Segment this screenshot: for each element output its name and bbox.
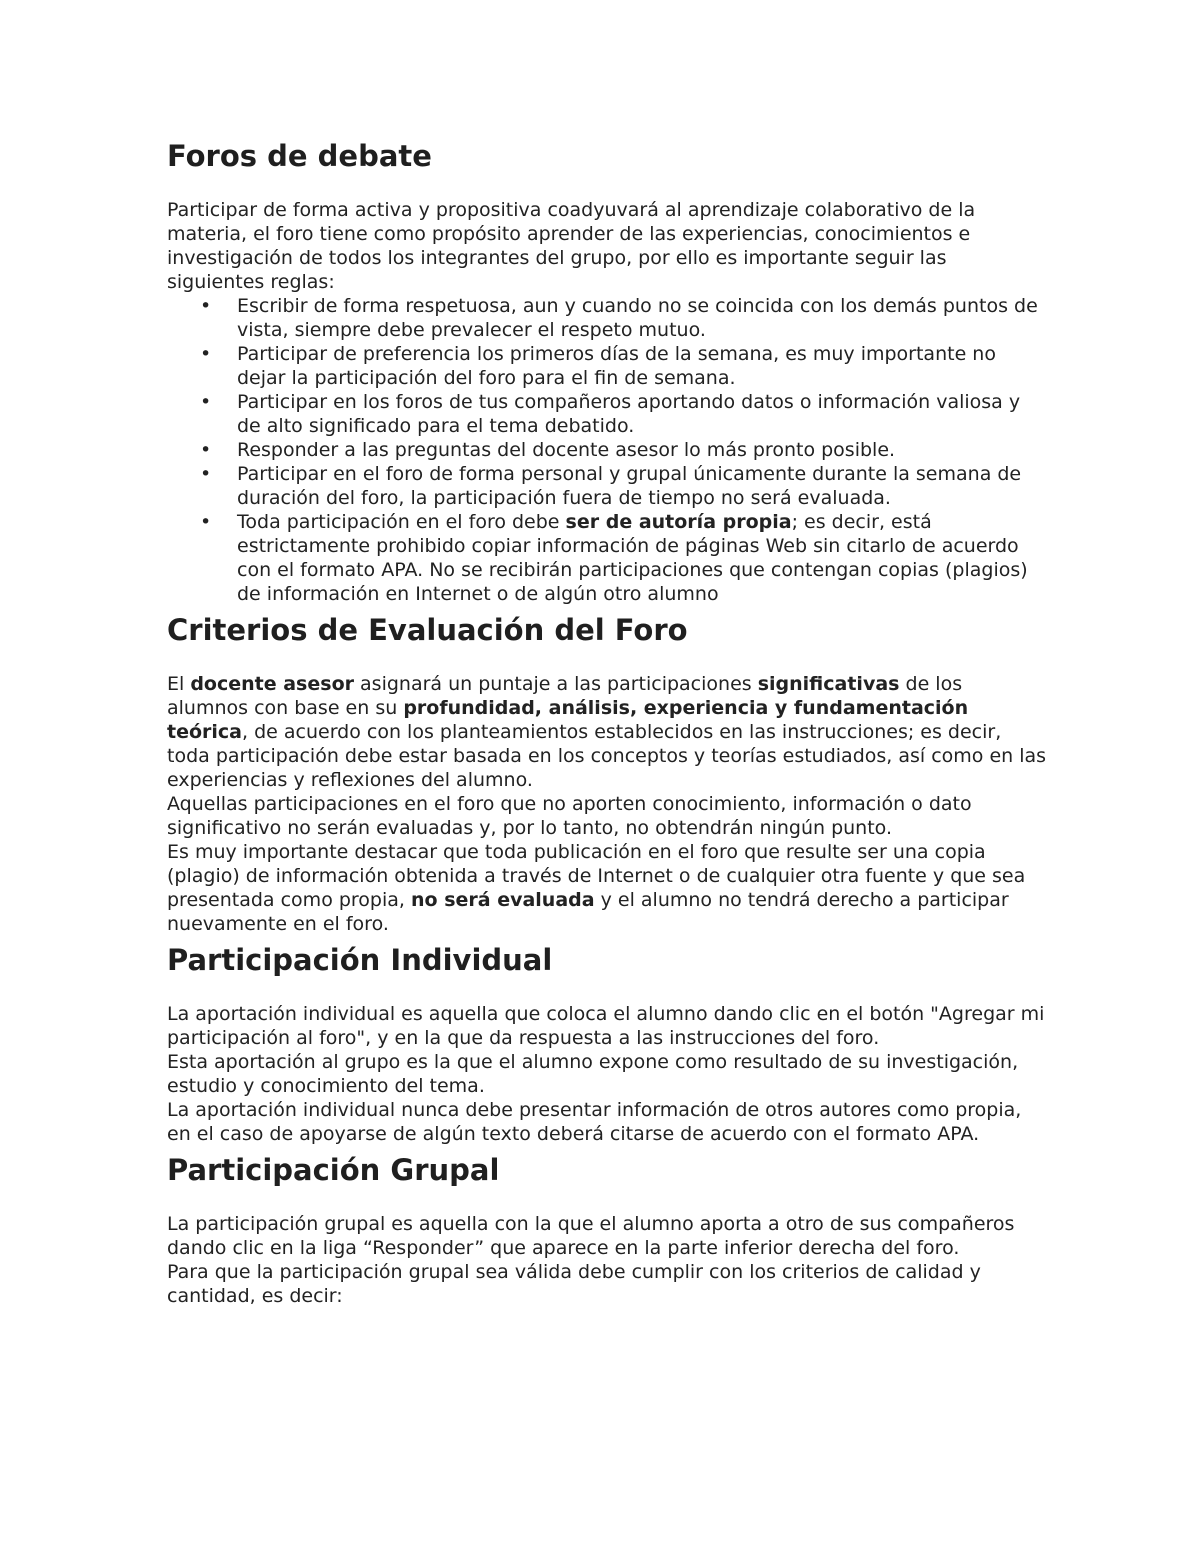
list-item: • Participar en el foro de forma personal y grupal únicamente durante la semana de duración del foro, la participación fuera de tiempo no será evaluada. [200, 463, 1022, 509]
list-item: • Toda participación en el foro debe ser de autoría propia; es decir, está estrictamente prohibido copiar información de páginas Web sin citarlo de acuerdo con el formato APA. No se recibirán participaciones que contengan copias (plagios) de información en Internet o de algún otro alumno [200, 511, 1028, 605]
criterios-paragraph-2: Aquellas participaciones en el foro que no aporten conocimiento, información o dato significativo no serán evaluadas y, por lo tanto, no obtendrán ningún punto. [167, 793, 972, 839]
section-title-foros: Foros de debate [167, 139, 432, 173]
individual-paragraph-3: La aportación individual nunca debe presentar información de otros autores como propia, en el caso de apoyarse de algún texto deberá citarse de acuerdo con el formato APA. [167, 1099, 1022, 1145]
section-title-grupal: Participación Grupal [167, 1153, 500, 1187]
bullet-icon: • [200, 295, 212, 317]
section-title-criterios: Criterios de Evaluación del Foro [167, 613, 688, 647]
bullet-icon: • [200, 439, 212, 461]
individual-paragraph-2: Esta aportación al grupo es la que el alumno expone como resultado de su investigación, estudio y conocimiento del tema. [167, 1051, 1019, 1097]
list-item: • Escribir de forma respetuosa, aun y cuando no se coincida con los demás puntos de vista, siempre debe prevalecer el respeto mutuo. [200, 295, 1038, 341]
individual-paragraph-1: La aportación individual es aquella que coloca el alumno dando clic en el botón "Agregar mi participación al foro", y en la que da respuesta a las instrucciones del foro. [167, 1003, 1045, 1049]
list-item: • Responder a las preguntas del docente asesor lo más pronto posible. [200, 439, 896, 461]
bullet-icon: • [200, 463, 212, 485]
grupal-paragraph-1: La participación grupal es aquella con la que el alumno aporta a otro de sus compañeros dando clic en la liga “Responder” que aparece en la parte inferior derecha del foro. [167, 1213, 1015, 1259]
list-item: • Participar de preferencia los primeros días de la semana, es muy importante no dejar la participación del foro para el fin de semana. [200, 343, 996, 389]
document-page [167, 136, 1047, 1308]
criterios-paragraph-3: Es muy importante destacar que toda publicación en el foro que resulte ser una copia (plagio) de información obtenida a través de Internet o de cualquier otra fuente y que sea presentada como propia, no será evaluada y el alumno no tendrá derecho a participar nuevamente en el foro. [167, 841, 1026, 935]
foros-intro: Participar de forma activa y propositiva coadyuvará al aprendizaje colaborativo de la materia, el foro tiene como propósito aprender de las experiencias, conocimientos e investigación de todos los integrantes del grupo, por ello es importante seguir las siguientes reglas: [167, 199, 976, 293]
grupal-paragraph-2: Para que la participación grupal sea válida debe cumplir con los criterios de calidad y cantidad, es decir: [167, 1261, 981, 1307]
list-item: • Participar en los foros de tus compañeros aportando datos o información valiosa y de alto significado para el tema debatido. [200, 391, 1021, 437]
criterios-paragraph-1: El docente asesor asignará un puntaje a las participaciones significativas de los alumnos con base en su profundidad, análisis, experiencia y fundamentación teórica, de acuerdo con los planteamientos establecidos en las instrucciones; es decir, toda participación debe estar basada en los conceptos y teorías estudiados, así como en las experiencias y reflexiones del alumno. [167, 673, 1047, 791]
section-title-individual: Participación Individual [167, 943, 553, 977]
bullet-icon: • [200, 343, 212, 365]
bullet-icon: • [200, 511, 212, 533]
rules-list [167, 294, 1047, 606]
bullet-icon: • [200, 391, 212, 413]
